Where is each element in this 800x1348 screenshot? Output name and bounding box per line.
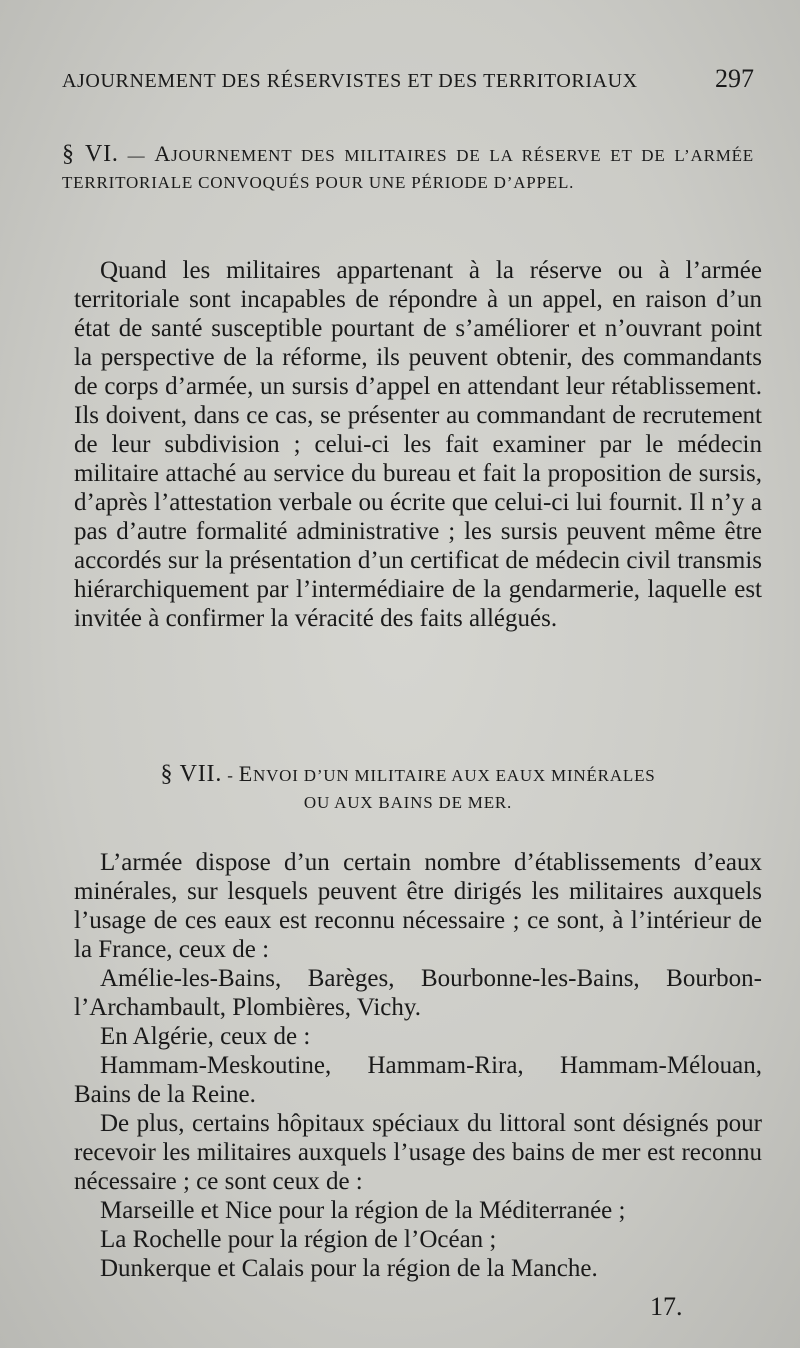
- signature-mark: 17.: [650, 1292, 683, 1321]
- section-vii-heading: [62, 760, 754, 816]
- paragraph-vii-6: Marseille et Nice pour la région de la Méditerranée ;: [100, 1197, 626, 1224]
- section-vii-dash: -: [227, 766, 234, 785]
- section-vii-mark: § VII.: [160, 761, 223, 787]
- paragraph-vii-1: L’armée dispose d’un certain nombre d’établissements d’eaux minérales, sur lesquels peuvent être dirigés les militaires auxquels l’usage de ces eaux est reconnu nécessaire ; ce sont, à l’intérieur de la France, ceux de :: [74, 849, 762, 963]
- running-head: [62, 64, 754, 100]
- section-vi-title: JOURNEMENT DES MILITAIRES DE LA RÉSERVE ET DE L’ARMÉE TERRITORIALE CONVOQUÉS POUR UNE PÉRIODE D’APPEL.: [62, 146, 754, 192]
- section-vi-body: [74, 256, 762, 633]
- section-vi-heading: [62, 140, 754, 196]
- page-number: 297: [715, 64, 754, 93]
- section-vii-title-line-1: NVOI D’UN MILITAIRE AUX EAUX MINÉRALES: [253, 766, 656, 785]
- paragraph-vi: Quand les militaires appartenant à la réserve ou à l’armée territoriale sont incapables de répondre à un appel, en raison d’un état de santé susceptible pourtant de s’améliorer et n’ouvrant point la perspective de la réforme, ils peuvent obtenir, des commandants de corps d’armée, un sursis d’appel en attendant leur rétablissement. Ils doivent, dans ce cas, se présenter au commandant de recrutement de leur subdivision ; celui-ci les fait examiner par le médecin militaire attaché au service du bureau et fait la proposition de sursis, d’après l’attestation verbale ou écrite que celui-ci lui fournit. Il n’y a pas d’autre formalité administrative ; les sursis peuvent même être accordés sur la présentation d’un certificat de médecin civil transmis hiérarchiquement par l’intermédiaire de la gendarmerie, laquelle est invitée à confirmer la véracité des faits allégués.: [74, 257, 762, 632]
- section-vii-body: [74, 848, 762, 1283]
- paragraph-vii-2: Amélie-les-Bains, Barèges, Bourbonne-les-Bains, Bourbon-l’Archambault, Plombières, Vichy.: [74, 965, 762, 1021]
- running-title: AJOURNEMENT DES RÉSERVISTES ET DES TERRITORIAUX: [62, 70, 638, 92]
- section-vi-initial: A: [154, 141, 172, 166]
- section-vii-initial: E: [238, 761, 253, 786]
- section-vi-dash: —: [127, 146, 146, 165]
- section-vii-title-line-2: OU AUX BAINS DE MER.: [303, 793, 513, 812]
- paragraph-vii-8: Dunkerque et Calais pour la région de la Manche.: [100, 1255, 598, 1282]
- paragraph-vii-5: De plus, certains hôpitaux spéciaux du littoral sont désignés pour recevoir les militaires auxquels l’usage des bains de mer est reconnu nécessaire ; ce sont ceux de :: [74, 1110, 762, 1195]
- paragraph-vii-3: En Algérie, ceux de :: [100, 1023, 311, 1050]
- section-vi-mark: § VI.: [62, 141, 119, 167]
- paragraph-vii-7: La Rochelle pour la région de l’Océan ;: [100, 1226, 497, 1253]
- section-vii-heading-line-1: [62, 760, 754, 789]
- paragraph-vii-4: Hammam-Meskoutine, Hammam-Rira, Hammam-Mélouan, Bains de la Reine.: [74, 1052, 762, 1108]
